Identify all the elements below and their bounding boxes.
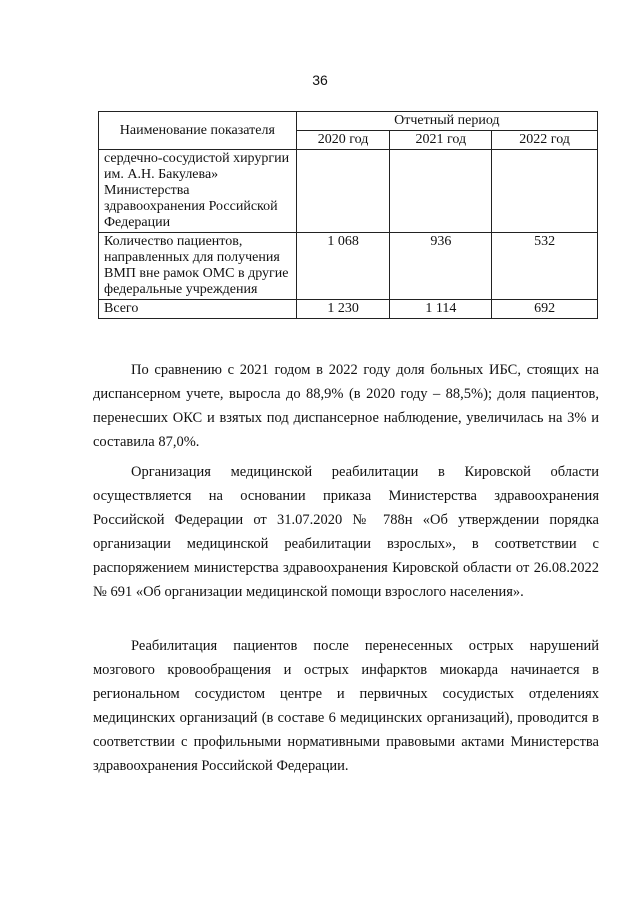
row-label: Всего <box>99 300 297 319</box>
row-label: сердечно-сосудистой хирургии им. А.Н. Бакулева» Министерства здравоохранения Российской Федерации <box>99 150 297 233</box>
header-year-2021: 2021 год <box>390 131 492 150</box>
paragraph-ibs-statistics <box>93 358 599 454</box>
paragraph-text: По сравнению с 2021 годом в 2022 году доля больных ИБС, стоящих на диспансерном учете, выросла до 88,9% (в 2020 году – 88,5%); доля пациентов, перенесших ОКС и взятых под диспансерное наблюдение, увеличилась на 3% и составила 87,0%. <box>93 362 599 450</box>
header-period: Отчетный период <box>296 112 597 131</box>
table-row <box>99 150 598 233</box>
paragraph-rehabilitation-process <box>93 634 599 778</box>
statistics-table <box>98 111 598 319</box>
table-row <box>99 233 598 300</box>
table-row-total <box>99 300 598 319</box>
table-header-row <box>99 112 598 131</box>
cell-value: 1 114 <box>390 300 492 319</box>
cell-value: 936 <box>390 233 492 300</box>
row-label: Количество пациентов, направленных для получения ВМП вне рамок ОМС в другие федеральные учреждения <box>99 233 297 300</box>
cell-value <box>296 150 390 233</box>
cell-value: 1 230 <box>296 300 390 319</box>
paragraph-text: Организация медицинской реабилитации в Кировской области осуществляется на основании приказа Министерства здравоохранения Российской Федерации от 31.07.2020 № 788н «Об утверждении порядка организации медицинской реабилитации взрослых», в соответствии с распоряжением министерства здравоохранения Кировской области от 26.08.2022 № 691 «Об организации медицинской помощи взрослого населения». <box>93 464 599 600</box>
paragraph-rehabilitation-organization <box>93 460 599 604</box>
cell-value: 1 068 <box>296 233 390 300</box>
header-year-2022: 2022 год <box>492 131 598 150</box>
header-year-2020: 2020 год <box>296 131 390 150</box>
cell-value <box>492 150 598 233</box>
page-number: 36 <box>312 72 328 88</box>
header-indicator: Наименование показателя <box>99 112 297 150</box>
cell-value: 692 <box>492 300 598 319</box>
cell-value: 532 <box>492 233 598 300</box>
cell-value <box>390 150 492 233</box>
paragraph-text: Реабилитация пациентов после перенесенных острых нарушений мозгового кровообращения и острых инфарктов миокарда начинается в региональном сосудистом центре и первичных сосудистых отделениях медицинских организаций (в составе 6 медицинских организаций), проводится в соответствии с профильными нормативными правовыми актами Министерства здравоохранения Российской Федерации. <box>93 638 599 774</box>
